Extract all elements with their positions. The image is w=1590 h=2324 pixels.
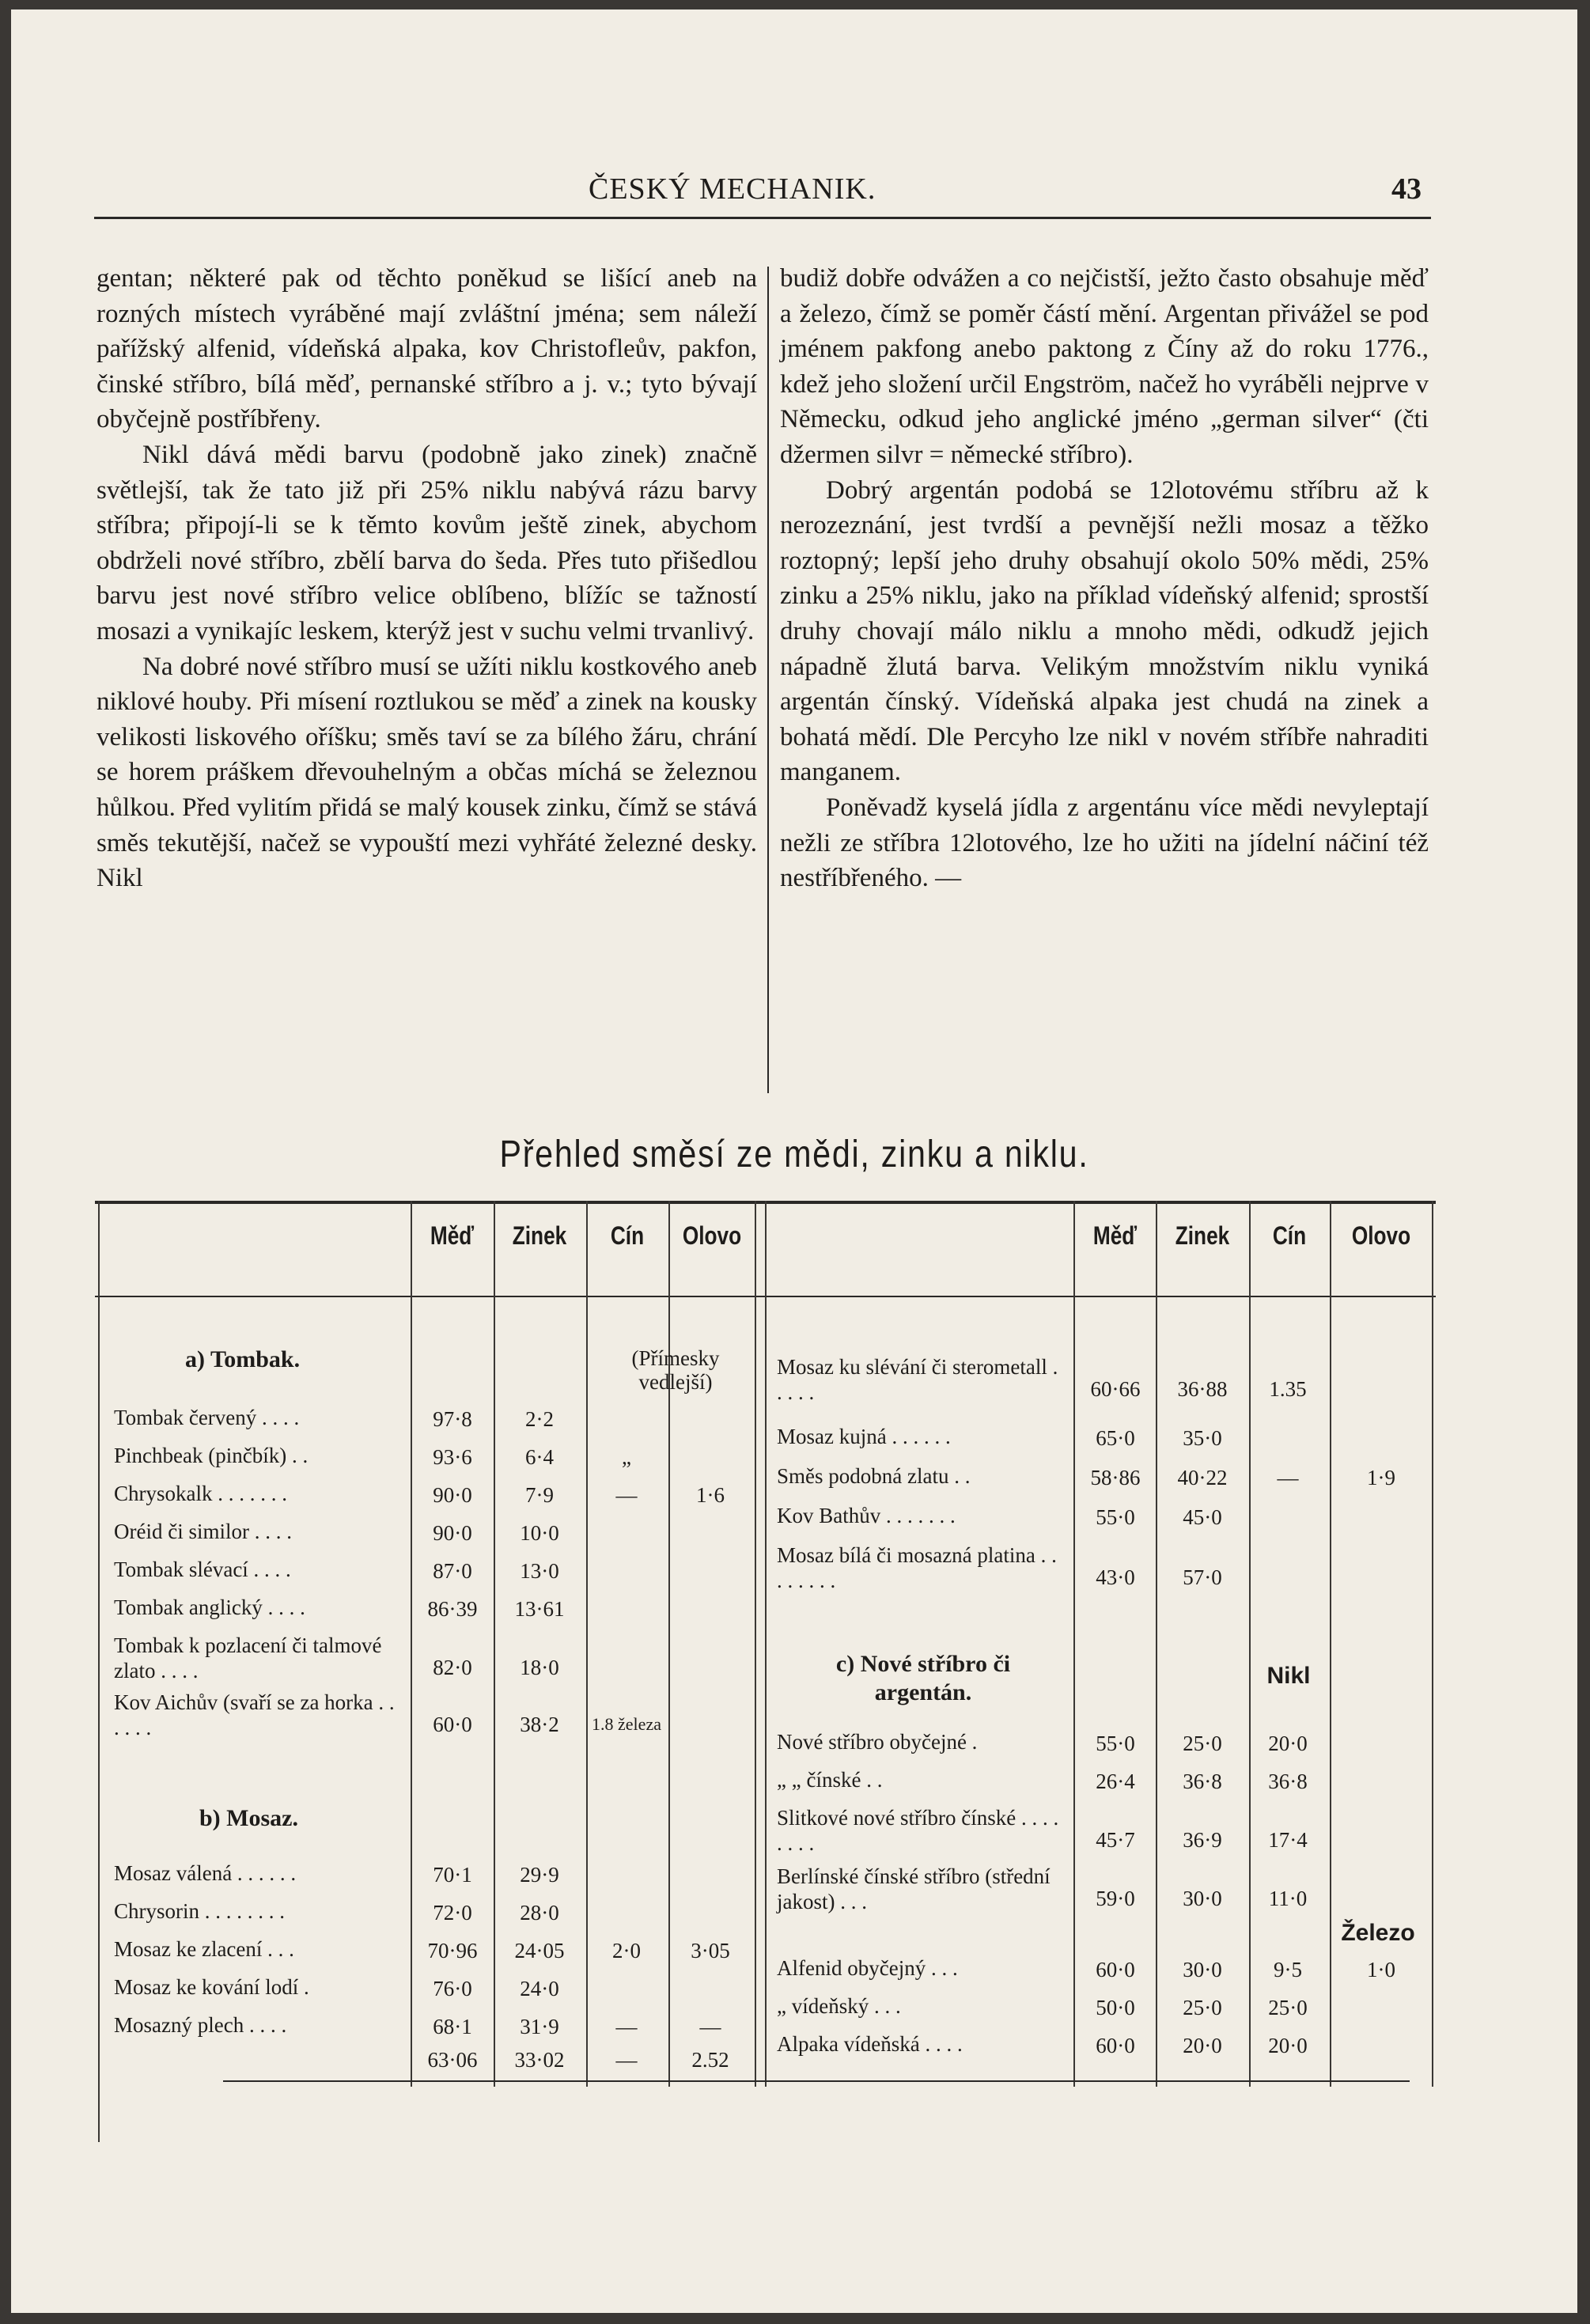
med-cell: 55·0 — [1096, 1732, 1135, 1755]
table-row — [114, 1519, 763, 1555]
cin-cell: 2·0 — [612, 1939, 641, 1963]
cin-cell: — — [615, 2048, 638, 2072]
med-cell: 76·0 — [433, 1977, 472, 2000]
cin-cell: — — [1277, 1466, 1299, 1489]
paragraph: budiž dobře odvážen a co nejčistší, ježto často obsahuje měď a železo, čímž se poměr částí mění. Argentan přivážel se pod jménem pakfong anebo paktong z Číny až do roku 1776., kdež jeho složení určil Engström, načež ho vyráběli nejprve v Německu, odkud jeho anglické jméno „german silver“ (čti džermen silvr = německé stříbro). — [780, 264, 1429, 469]
nikl-cell: 36·8 — [1268, 1769, 1308, 1793]
table-row — [777, 2031, 1425, 2068]
zinek-cell: 36·9 — [1183, 1828, 1222, 1852]
med-cell: 55·0 — [1096, 1505, 1135, 1529]
table-row — [114, 1633, 763, 1683]
zinek-cell: 57·0 — [1183, 1565, 1222, 1589]
table-row — [777, 1542, 1425, 1593]
cin-cell: — — [615, 2015, 638, 2038]
olovo-cell: 2.52 — [691, 2048, 729, 2072]
zinek-cell: 7·9 — [525, 1483, 554, 1507]
zinek-cell: 6·4 — [525, 1445, 554, 1469]
table-bottom-rule — [223, 2080, 1410, 2082]
row-label: Kov Bathův . . . . . . . — [777, 1504, 956, 1527]
table-title: Přehled směsí ze mědi, zinku a niklu. — [499, 1134, 1089, 1175]
header-olovo: Olovo — [682, 1221, 742, 1250]
row-label: Chrysokalk . . . . . . . — [114, 1482, 287, 1505]
col-divider — [1249, 1201, 1251, 2087]
table-row — [777, 1993, 1425, 2030]
table-row — [114, 1557, 763, 1593]
med-cell: 60·66 — [1090, 1377, 1141, 1401]
table-row — [114, 2046, 763, 2080]
zinek-cell: 30·0 — [1183, 1958, 1222, 1981]
zinek-cell: 13·61 — [514, 1597, 565, 1621]
nikl-header: Nikl — [1266, 1663, 1311, 1689]
table-row — [777, 1729, 1425, 1766]
med-cell: 43·0 — [1096, 1565, 1135, 1589]
table-row — [114, 2012, 763, 2047]
row-label: Pinchbeak (pinčbík) . . — [114, 1444, 309, 1467]
row-label: Tombak k pozlacení či talmové zlato . . . . — [114, 1633, 382, 1682]
row-label: Kov Aichův (svaří se za horka . . . . . . — [114, 1690, 395, 1739]
med-cell: 90·0 — [433, 1483, 472, 1507]
row-label: Tombak slévací . . . . — [114, 1558, 291, 1581]
med-cell: 70·1 — [433, 1863, 472, 1887]
table-row — [114, 1405, 763, 1441]
olovo-cell: 3·05 — [691, 1939, 730, 1963]
table-row — [777, 1767, 1425, 1804]
zinek-cell: 20·0 — [1183, 2034, 1222, 2057]
zinek-cell: 25·0 — [1183, 1732, 1222, 1755]
header-title: ČESKÝ MECHANIK. — [589, 172, 876, 206]
nikl-cell: 20·0 — [1268, 1732, 1308, 1755]
zinek-cell: 36·88 — [1177, 1377, 1228, 1401]
col-divider — [1073, 1201, 1075, 2087]
table-row — [114, 1690, 763, 1740]
row-label: Nové stříbro obyčejné . — [777, 1730, 978, 1754]
row-label: Mosaz kujná . . . . . . — [777, 1425, 951, 1448]
cin-cell: 1.8 železa — [592, 1714, 661, 1734]
zinek-cell: 38·2 — [520, 1713, 559, 1736]
row-label: Alpaka vídeňská . . . . — [777, 2032, 963, 2056]
zinek-cell: 25·0 — [1183, 1996, 1222, 2019]
row-label: Berlínské čínské stříbro (střední jakost) . . . — [777, 1864, 1051, 1913]
olovo-cell: 1·6 — [696, 1483, 725, 1507]
zinek-cell: 18·0 — [520, 1656, 559, 1679]
olovo-cell: — — [699, 2015, 721, 2038]
section-header: c) Nové stříbro či argentán. — [835, 1651, 1011, 1705]
paragraph: Na dobré nové stříbro musí se užíti niklu kostkového aneb niklové houby. Při mísení roztlukou se měď a zinek na kousky velikosti liskového oříšku; směs taví se za bílého žáru, chrání se horem práškem dřevouhelným a občas míchá se železnou hůlkou. Před vylitím přidá se malý kousek zinku, čímž se stává směs tekutější, načež se vypouští mezi vyhřáté železné desky. Nikl — [97, 652, 757, 893]
table-row — [777, 1805, 1425, 1856]
zinek-cell: 35·0 — [1183, 1426, 1222, 1450]
zinek-cell: 36·8 — [1183, 1769, 1222, 1793]
row-label: Mosaz válená . . . . . . — [114, 1861, 297, 1885]
zinek-cell: 30·0 — [1183, 1887, 1222, 1910]
header-zinek: Zinek — [512, 1221, 567, 1250]
med-cell: 60·0 — [1096, 1958, 1135, 1981]
table-right-border — [1432, 1201, 1433, 2087]
table-row — [777, 1955, 1425, 1992]
row-label: Tombak anglický . . . . — [114, 1595, 305, 1619]
med-cell: 93·6 — [433, 1445, 472, 1469]
zelezo-header: Železo — [1341, 1920, 1415, 1946]
header-zinek: Zinek — [1175, 1221, 1230, 1250]
med-cell: 72·0 — [433, 1901, 472, 1925]
row-label: Chrysorin . . . . . . . . — [114, 1899, 285, 1923]
med-cell: 82·0 — [433, 1656, 472, 1679]
zelezo-cell: 1·0 — [1367, 1958, 1395, 1981]
table-row — [777, 1354, 1425, 1405]
header-olovo: Olovo — [1351, 1221, 1411, 1250]
paragraph: gentan; některé pak od těchto poněkud se lišící aneb na rozných místech vyráběné mají zvláštní jména; sem náleží pařížský alfenid, vídeňská alpaka, kov Christofleův, pakfon, činské stříbro, bílá měď, pernanské stříbro a j. v.; tyto bývají obyčejně postříbřeny. — [97, 264, 757, 434]
olovo-cell: 1·9 — [1367, 1466, 1395, 1489]
nikl-cell: 11·0 — [1268, 1887, 1308, 1910]
med-cell: 60·0 — [1096, 2034, 1135, 2057]
table-row — [777, 1503, 1425, 1539]
table-row — [114, 1936, 763, 1971]
header-med: Měď — [1092, 1221, 1138, 1250]
table-row — [777, 1864, 1425, 1914]
zinek-cell: 24·0 — [520, 1977, 559, 2000]
column-divider — [767, 267, 769, 1093]
col-divider — [1156, 1201, 1157, 2087]
zinek-cell: 33·02 — [514, 2048, 565, 2072]
left-column — [97, 261, 757, 896]
med-cell: 90·0 — [433, 1521, 472, 1545]
header-cin: Cín — [1272, 1221, 1307, 1250]
running-header — [11, 172, 1577, 211]
med-cell: 70·96 — [427, 1939, 478, 1963]
paragraph: Poněvadž kyselá jídla z argentánu více mědi nevyleptají nežli ze stříbra 12lotového, lze ho užiti na jídelní náčiní též nestříbřeného. — — [780, 793, 1429, 893]
med-cell: 86·39 — [427, 1597, 478, 1621]
med-cell: 50·0 — [1096, 1996, 1135, 2019]
med-cell: 68·1 — [433, 2015, 472, 2038]
col-divider — [765, 1201, 767, 2087]
zinek-cell: 45·0 — [1183, 1505, 1222, 1529]
table-row — [114, 1595, 763, 1631]
zinek-cell: 2·2 — [525, 1407, 554, 1431]
med-cell: 26·4 — [1096, 1769, 1135, 1793]
med-cell: 97·8 — [433, 1407, 472, 1431]
table-row — [114, 1860, 763, 1895]
med-cell: 65·0 — [1096, 1426, 1135, 1450]
header-cin: Cín — [610, 1221, 645, 1250]
cin-cell: 1.35 — [1269, 1377, 1307, 1401]
cin-cell: „ — [622, 1445, 631, 1469]
table-row — [777, 1463, 1425, 1500]
med-cell: 58·86 — [1090, 1466, 1141, 1489]
row-label: Alfenid obyčejný . . . — [777, 1956, 958, 1980]
row-label: Mosaz ke kování lodí . — [114, 1975, 309, 1999]
right-column — [780, 261, 1429, 896]
table-row — [114, 1898, 763, 1933]
page: ČESKÝ MECHANIK. 43 gentan; některé pak od těchto poněkud se lišící aneb na rozných místech vyráběné mají zvláštní jména; sem náleží pařížský alfenid, vídeňská alpaka, kov Christofleův, pakfon, činské stříbro, bílá měď, pernanské stříbro a j. v.; tyto bývají obyčejně postříbřeny. Nikl dává mědi barvu (podobně jako zinek) značně světlejší, tak že tato již při 25% niklu nabývá rázu barvy stříbra; připojí-li se k těmto kovům ještě zinek, abychom obdrželi nové stříbro, zbělí barva do šeda. Přes tuto přišedlou barvu jest nové stříbro velice oblíbeno, blížíc se tažností mosazi a vynikajíc leskem, kterýž jest v suchu velmi trvanlivý. Na dobré nové stříbro musí se užíti niklu kostkového aneb niklové houby. Při mísení roztlukou se měď a zinek na kousky velikosti liskového oříšku; směs taví se za bílého žáru, chrání se horem práškem dřevouhelným a občas míchá se železnou hůlkou. Před vylitím přidá se malý kousek zinku, čímž se stává směs tekutější, načež se vypouští mezi vyhřáté železné desky. Nikl budiž dobře odvážen a co nejčistší, ježto často obsahuje měď a železo, čímž se poměr částí mění. Argentan přivážel se pod jménem pakfong anebo paktong z Číny až do roku 1776., kdež jeho složení určil Engström, načež ho vyráběli nejprve v Německu, odkud jeho anglické jméno „german silver“ (čti džermen silvr = německé stříbro). Dobrý argentán podobá se 12lotovému stříbru až k nerozeznání, jest tvrdší a pevnější nežli mosaz a těžko roztopný; lepší jeho druhy obsahují okolo 50% mědi, 25% zinku a 25% niklu, jako na příklad vídeňský alfenid; sprostší druhy chovají málo niklu a mnoho mědi, odkudž jejich nápadně žlutá barva. Velikým množstvím niklu vyniká argentán čínský. Vídeňská alpaka jest chudá na zinek a bohatá mědí. Dle Percyho lze nikl v novém stříbře nahraditi manganem. Poněvadž kyselá jídla z argentánu více mědi nevyleptají nežli ze stříbra 12lotového, lze ho užiti na jídelní náčiní též nestříbřeného. — Přehled směsí ze mědi, zinku a niklu. Měď Zinek Cín Olovo Měď Zinek Cín Olovo a) Tombak. (Přímesky vedlejší) Tombak červený . . . . 97·8 2·2 Pinchbeak (pinčbík) . . 93·6 6·4 „ Chrysokalk . . . . . . . 90·0 7·9 — 1·6 Oréid či similor . . . . 90·0 10·0 Tombak slévací . . . . 87·0 13·0 Tombak anglický . . . . 86·39 13·61 Tombak k pozlacení či talmové zlato . . . . 82·0 18·0 Kov Aichův (svaří se za horka . . . . . . 60·0 38·2 1.8 železa b) Mosaz. Mosaz válená . . . . . . 70·1 29·9 Chrysorin . . . . . . . . 72·0 28·0 Mosaz ke zlacení . . . 70·96 24·05 2·0 3·05 Mosaz ke kování lodí . 76·0 24·0 Mosazný plech . . . . 68·1 31·9 — — 63·06 33·02 — 2.52 Mosaz ku slévání či sterometall . . . . . 60·66 36·88 1.35 Mosaz kujná . . . . . . 65·0 35·0 Směs podobná zlatu . . 58·86 40·22 — 1·9 Kov Bathův . . . . . . . 55·0 45·0 Mosaz bílá či mosazná platina . . . . . . . . 43·0 57·0 c) Nové stříbro či argentán. Nikl Železo Nové stříbro obyčejné . 55·0 25·0 20·0 „ „ čínské . . 26·4 36·8 36·8 Slitkové nové stříbro čínské . . . . . . . . 45·7 36·9 17·4 Berlínské čínské stříbro (střední jakost) . . . 59·0 30·0 11·0 Alfenid obyčejný . . . 60·0 30·0 9·5 1·0 „ vídeňský . . . 50·0 25·0 25·0 Alpaka vídeňská . . . . 60·0 20·0 20·0 — [11, 9, 1577, 2313]
med-cell: 45·7 — [1096, 1828, 1135, 1852]
page-number: 43 — [1391, 172, 1422, 206]
row-label: „ vídeňský . . . — [777, 1994, 901, 2018]
nikl-cell: 25·0 — [1268, 1996, 1308, 2019]
row-label: Tombak červený . . . . — [114, 1406, 300, 1429]
row-label: Mosazný plech . . . . — [114, 2013, 287, 2037]
table-row — [114, 1974, 763, 2009]
nikl-cell: 9·5 — [1274, 1958, 1302, 1981]
row-label: Mosaz ke zlacení . . . — [114, 1937, 294, 1961]
zinek-cell: 13·0 — [520, 1559, 559, 1583]
table-row — [114, 1481, 763, 1517]
row-label: Mosaz ku slévání či sterometall . . . . . — [777, 1355, 1058, 1404]
paragraph: Dobrý argentán podobá se 12lotovému stříbru až k nerozeznání, jest tvrdší a pevnější nežli mosaz a těžko roztopný; lepší jeho druhy obsahují okolo 50% mědi, 25% zinku a 25% niklu, jako na příklad vídeňský alfenid; sprostší druhy chovají málo niklu a mnoho mědi, odkudž jejich nápadně žlutá barva. Velikým množstvím niklu vyniká argentán čínský. Vídeňská alpaka jest chudá na zinek a bohatá mědí. Dle Percyho lze nikl v novém stříbře nahraditi manganem. — [780, 475, 1429, 787]
med-cell: 63·06 — [427, 2048, 478, 2072]
row-label: Směs podobná zlatu . . — [777, 1464, 971, 1488]
header-rule — [94, 217, 1431, 219]
table-left-border — [98, 1201, 100, 2142]
med-cell: 87·0 — [433, 1559, 472, 1583]
zinek-cell: 31·9 — [520, 2015, 559, 2038]
zinek-cell: 29·9 — [520, 1863, 559, 1887]
zinek-cell: 10·0 — [520, 1521, 559, 1545]
nikl-cell: 17·4 — [1268, 1828, 1308, 1852]
med-cell: 59·0 — [1096, 1887, 1135, 1910]
row-label: Mosaz bílá či mosazná platina . . . . . . . . — [777, 1543, 1057, 1592]
table-row — [777, 1424, 1425, 1460]
nikl-cell: 20·0 — [1268, 2034, 1308, 2057]
med-cell: 60·0 — [433, 1713, 472, 1736]
header-med: Měď — [430, 1221, 475, 1250]
row-label: Oréid či similor . . . . — [114, 1520, 292, 1543]
table-row — [114, 1443, 763, 1479]
row-label: „ „ čínské . . — [777, 1768, 883, 1792]
zinek-cell: 40·22 — [1177, 1466, 1228, 1489]
cin-cell: — — [615, 1483, 638, 1507]
paragraph: Nikl dává mědi barvu (podobně jako zinek) značně světlejší, tak že tato již při 25% niklu nabývá rázu barvy stříbra; připojí-li se k těmto kovům ještě zinek, abychom obdrželi nové stříbro, zbělí barva do šeda. Přes tuto přišedlou barvu jest nové stříbro velice oblíbeno, blížíc se tažností mosazi a vynikajíc leskem, kterýž jest v suchu velmi trvanlivý. — [97, 440, 757, 645]
row-label: Slitkové nové stříbro čínské . . . . . . . . — [777, 1806, 1059, 1855]
zinek-cell: 24·05 — [514, 1939, 565, 1963]
zinek-cell: 28·0 — [520, 1901, 559, 1925]
side-note: (Přímesky vedlejší) — [631, 1346, 720, 1394]
